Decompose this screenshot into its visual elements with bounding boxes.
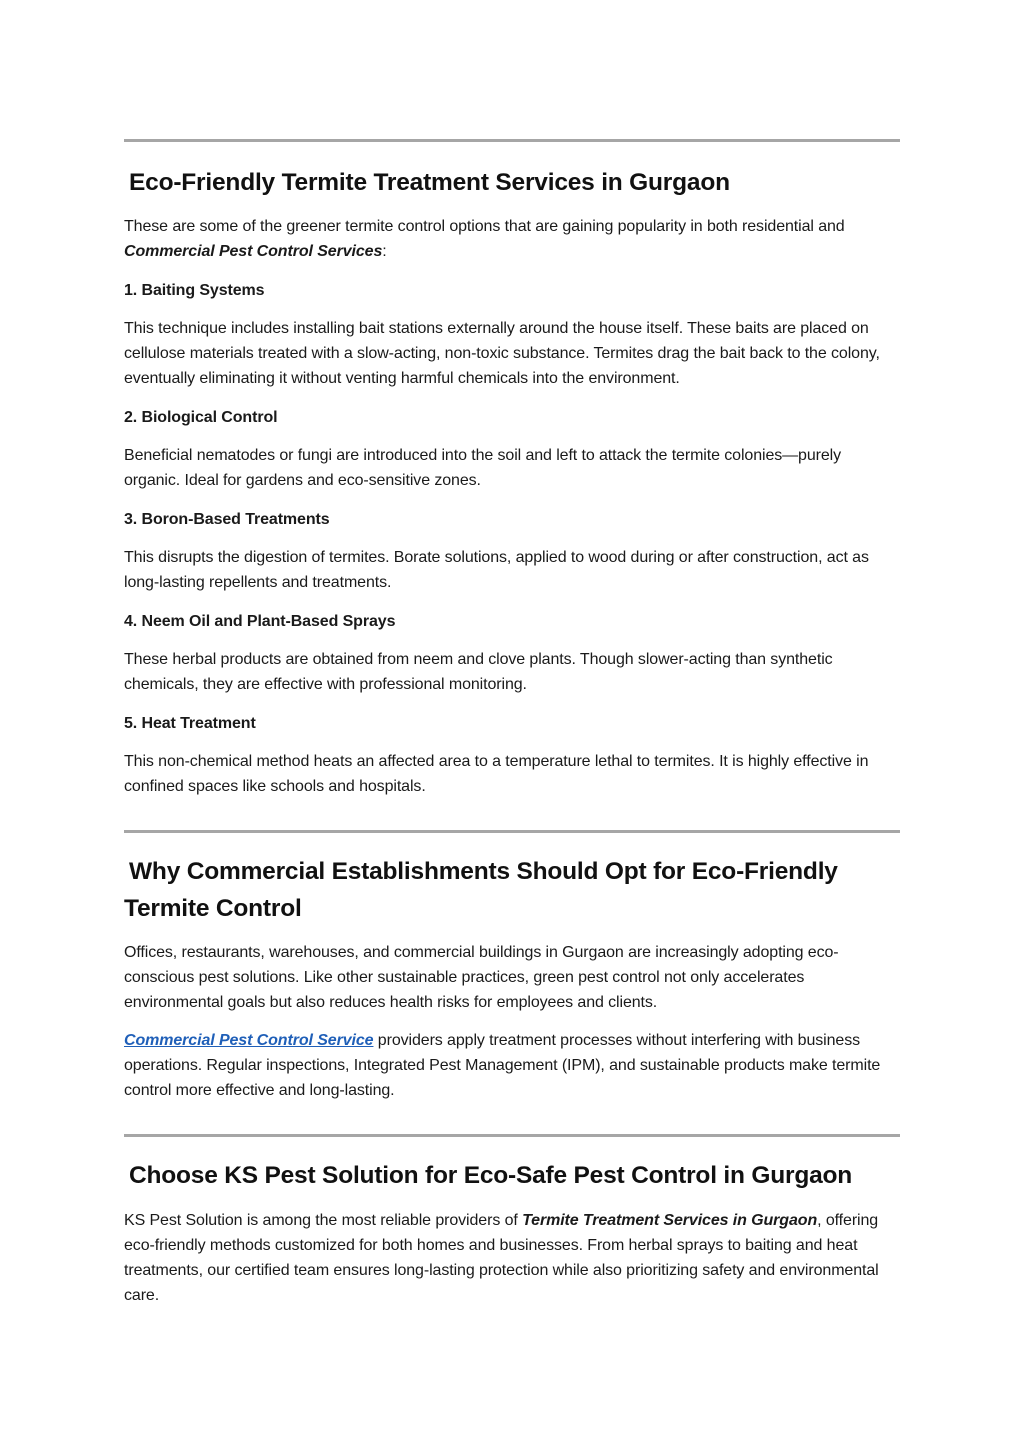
intro-text: These are some of the greener termite control options that are gaining popularity in both residential and [124, 218, 845, 235]
item-body: This technique includes installing bait stations externally around the house itself. These baits are placed on cellulose materials treated with a slow-acting, non-toxic substance. Termites drag the bait back to the colony, eventually eliminating it without venting harmful chemicals into the environment. [124, 320, 880, 387]
item-body: Beneficial nematodes or fungi are introduced into the soil and left to attack the termite colonies—purely organic. Ideal for gardens and eco-sensitive zones. [124, 447, 842, 489]
section3-paragraph [124, 1208, 900, 1308]
section1-heading: Eco-Friendly Termite Treatment Services in Gurgaon [129, 169, 730, 196]
section3-emphasis: Termite Treatment Services in Gurgaon [522, 1212, 818, 1229]
section3-heading: Choose KS Pest Solution for Eco-Safe Pest Control in Gurgaon [129, 1162, 853, 1189]
section2-heading: Why Commercial Establishments Should Opt for Eco-Friendly Termite Control [124, 858, 838, 922]
item-body: This non-chemical method heats an affected area to a temperature lethal to termites. It is highly effective in confined spaces like schools and hospitals. [124, 753, 869, 795]
item-title: 4. Neem Oil and Plant-Based Sprays [124, 613, 396, 630]
document-content [124, 139, 900, 1308]
section1-intro [124, 214, 900, 264]
item-title: 3. Boron-Based Treatments [124, 511, 330, 528]
section2-paragraph-text: providers apply treatment processes without interfering with business operations. Regular inspections, Integrated Pest Management (IPM), and sustainable products make termite control more effective and long-lasting. [124, 1032, 881, 1099]
item-title: 5. Heat Treatment [124, 715, 256, 732]
section-divider [124, 139, 900, 142]
item-title: 1. Baiting Systems [124, 282, 265, 299]
commercial-pest-control-link[interactable]: Commercial Pest Control Service [124, 1032, 374, 1049]
section3-text: KS Pest Solution is among the most reliable providers of [124, 1212, 523, 1229]
section-divider [124, 1134, 900, 1137]
section-divider [124, 830, 900, 833]
item-body: These herbal products are obtained from neem and clove plants. Though slower-acting than synthetic chemicals, they are effective with professional monitoring. [124, 651, 833, 693]
section2-paragraph: Offices, restaurants, warehouses, and commercial buildings in Gurgaon are increasingly adopting eco-conscious pest solutions. Like other sustainable practices, green pest control not only accelerates environmental goals but also reduces health risks for employees and clients. [124, 944, 839, 1011]
item-title: 2. Biological Control [124, 409, 278, 426]
section3-text-rest: , offering eco-friendly methods customized for both homes and businesses. From herbal sprays to baiting and heat treatments, our certified team ensures long-lasting protection while also prioritizing safety and environmental care. [124, 1212, 879, 1304]
item-body: This disrupts the digestion of termites. Borate solutions, applied to wood during or after construction, act as long-lasting repellents and treatments. [124, 549, 869, 591]
intro-emphasis: Commercial Pest Control Services [124, 243, 383, 260]
intro-punct: : [382, 243, 387, 260]
section2-paragraph [124, 1028, 900, 1103]
